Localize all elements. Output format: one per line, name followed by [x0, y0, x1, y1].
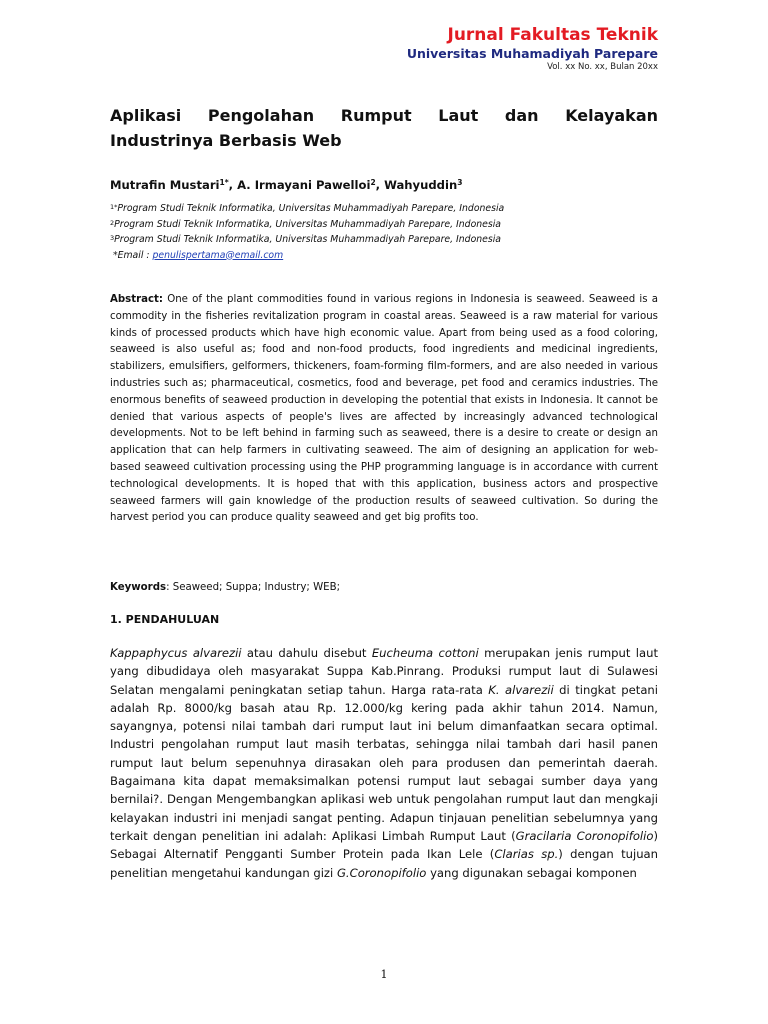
affiliation-superscript: 1*: [110, 203, 118, 211]
italic-term: Kappaphycus alvarezii: [110, 646, 242, 660]
body-text-run: ) Sebagai Alternatif Pengganti Sumber Protein pada Ikan Lele (: [110, 828, 658, 862]
affiliation-text: Program Studi Teknik Informatika, Universitas Muhammadiyah Parepare, Indonesia: [114, 234, 501, 245]
author-superscript: 3: [457, 178, 463, 187]
keyword-item: Industry: [264, 582, 307, 593]
affiliation-superscript: 2: [110, 218, 115, 227]
author-name: Mutrafin Mustari: [110, 178, 220, 192]
affiliation-text: Program Studi Teknik Informatika, Universitas Muhammadiyah Parepare, Indonesia: [117, 203, 505, 214]
body-text-run: atau dahulu disebut: [241, 646, 372, 660]
affiliation-list: [110, 201, 658, 263]
journal-volume: Vol. xx No. xx, Bulan 20xx: [547, 62, 658, 72]
body-text-run: ) dengan tujuan penelitian mengetahui kandungan gizi: [110, 847, 658, 880]
keywords-line: Keywords: Seaweed; Suppa; Industry; WEB;: [110, 582, 341, 593]
italic-term: Gracilaria Coronopifolio: [515, 828, 654, 843]
italic-term: G.Coronopifolio: [336, 865, 427, 880]
affiliation-item: [110, 201, 658, 217]
email-label: *Email :: [112, 249, 153, 261]
body-text-run: merupakan jenis rumput laut yang dibudidaya oleh masyarakat Suppa Kab.Pinrang. Produksi rumput laut di Sulawesi Selatan mengalami peningkatan setiap tahun. Harga rata-rata: [110, 646, 659, 697]
italic-term: Clarias sp.: [494, 847, 559, 862]
author-separator: ,: [375, 178, 385, 192]
body-text-run: di tingkat petani adalah Rp. 8000/kg basah atau Rp. 12.000/kg kering pada akhir tahun 2014. Namun, sayangnya, potensi nilai tambah dari rumput laut ini belum dimanfaatkan secara optimal. Industri pengolahan rumput laut masih terbatas, sehingga nilai tambah dari hasil panen rumput laut belum sepenuhnya dirasakan oleh para produsen dan pemerintah daerah. Bagaimana kita dapat memaksimalkan potensi rumput laut sebagai sumber daya yang bernilai?. Dengan Mengembangkan aplikasi web untuk pengolahan rumput laut dan mengkaji kelayakan industri ini menjadi sangat penting. Adapun tinjauan penelitian sebelumnya yang terkait dengan penelitian ini adalah: Aplikasi Limbah Rumput Laut (: [110, 682, 659, 843]
affiliation-superscript: 3: [110, 234, 115, 242]
abstract-paragraph: [110, 292, 658, 527]
body-text-run: yang digunakan sebagai komponen: [426, 865, 637, 880]
affiliation-item: [110, 217, 658, 233]
section-heading: 1. PENDAHULUAN: [110, 613, 220, 626]
author-superscript: 1*: [219, 178, 229, 187]
author-separator: ,: [228, 178, 238, 192]
author-name: Wahyuddin: [384, 178, 458, 192]
abstract-label: Abstract:: [110, 294, 163, 305]
keyword-item: Seaweed: [172, 582, 220, 593]
author-list: [110, 177, 462, 193]
body-paragraph: [110, 644, 658, 882]
affiliation-text: Program Studi Teknik Informatika, Universitas Muhammadiyah Parepare, Indonesia: [114, 218, 501, 230]
email-link[interactable]: penulispertama@email.com: [152, 249, 284, 261]
author-superscript: 2: [370, 178, 376, 187]
page-number: 1: [380, 968, 388, 981]
author-name: A. Irmayani Pawelloi: [237, 178, 371, 192]
affiliation-item: [110, 232, 658, 248]
email-line: [110, 248, 658, 264]
italic-term: K. alvarezii: [488, 682, 554, 697]
journal-header: [407, 24, 658, 74]
italic-term: Eucheuma cottoni: [371, 646, 479, 660]
journal-university: Universitas Muhamadiyah Parepare: [406, 46, 658, 61]
paper-title: Aplikasi Pengolahan Rumput Laut dan Kelayakan Industrinya Berbasis Web: [110, 106, 658, 150]
abstract-text: One of the plant commodities found in various regions in Indonesia is seaweed. Seaweed is a commodity in the fisheries revitalization program in coastal areas. Seaweed is a raw material for various kinds of processed products which have high economic value. Apart from being used as a food coloring, seaweed is also useful as; food and non-food products, food ingredients and medicinal ingredients, stabilizers, emulsifiers, gelformers, thickeners, foam-forming film-formers, and are also needed in various industries such as; pharmaceutical, cosmetics, food and beverage, pet food and ceramics industries. The enormous benefits of seaweed production in developing the potential that exists in Indonesia. It cannot be denied that various aspects of people's lives are affected by increasingly advanced technological developments. Not to be left behind in farming such as seaweed, there is a desire to create or design an application that can help farmers in cultivating seaweed. The aim of designing an application for web-based seaweed cultivation processing using the PHP programming language is in accordance with current technological developments. It is hoped that with this application, business actors and prospective seaweed farmers will gain knowledge of the production results of seaweed cultivation. So during the harvest period you can produce quality seaweed and get big profits too.: [110, 294, 658, 524]
keywords-label: Keywords: [110, 582, 167, 593]
keyword-item: Suppa: [225, 582, 258, 593]
journal-name: Jurnal Fakultas Teknik: [447, 25, 658, 45]
keyword-item: WEB: [313, 582, 337, 593]
